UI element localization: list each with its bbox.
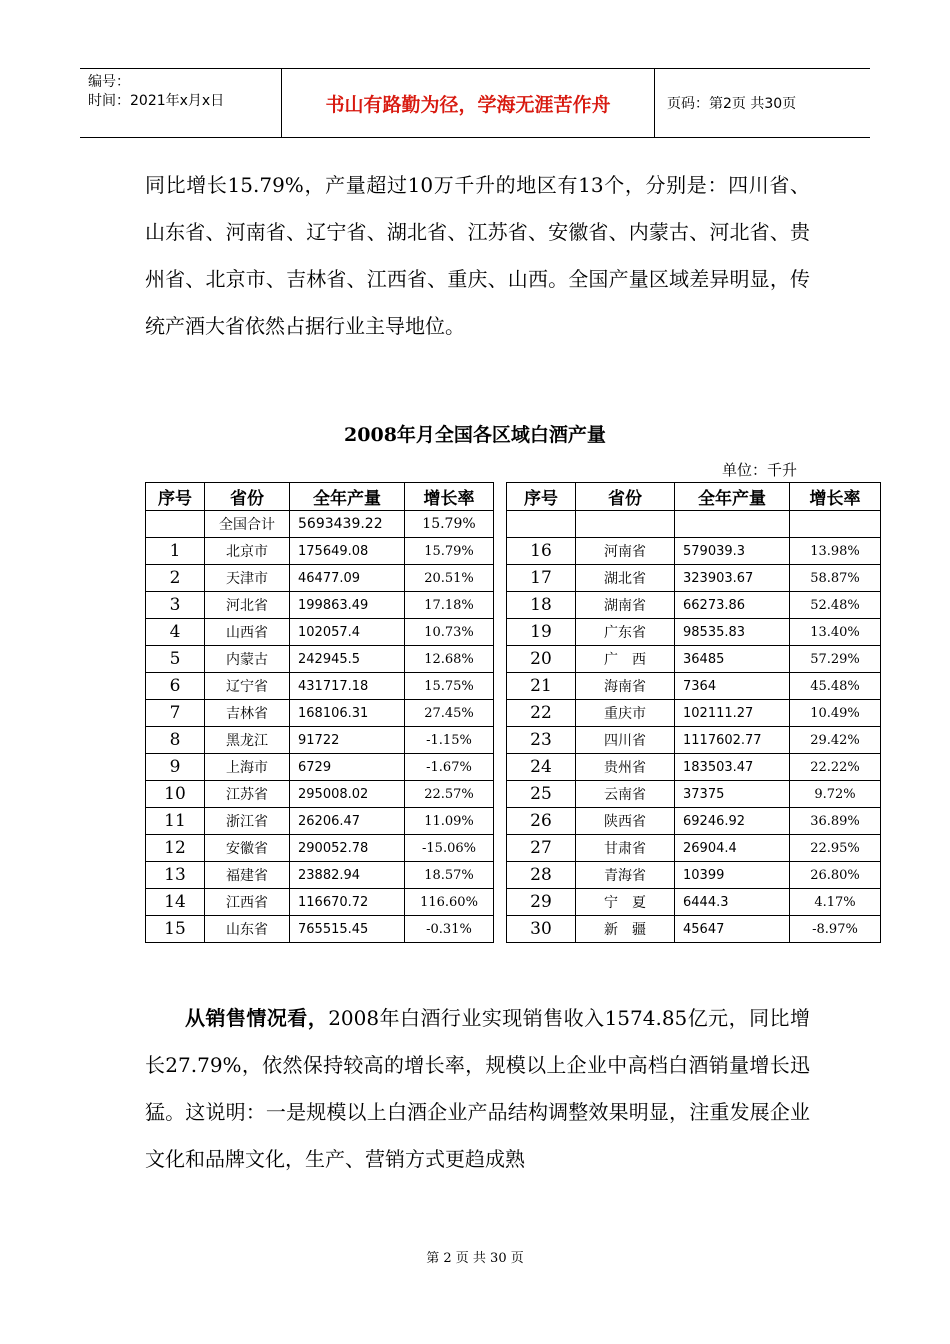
row-province: 江苏省 <box>205 781 290 808</box>
paragraph-1: 同比增长15.79%，产量超过10万千升的地区有13个，分别是：四川省、山东省、河南省、辽宁省、湖北省、江苏省、安徽省、内蒙古、河北省、贵州省、北京市、吉林省、江西省、重庆、山西。全国产量区域差异明显，传统产酒大省依然占据行业主导地位。 <box>145 173 810 338</box>
row-province: 四川省 <box>576 727 675 754</box>
blank-cell <box>790 511 881 538</box>
row-province: 云南省 <box>576 781 675 808</box>
row-seq: 18 <box>507 592 576 619</box>
blank-cell <box>507 511 576 538</box>
row-province: 山西省 <box>205 619 290 646</box>
row-seq: 7 <box>146 700 205 727</box>
row-province: 贵州省 <box>576 754 675 781</box>
table-row <box>507 673 881 700</box>
row-output: 199863.49 <box>290 592 405 619</box>
header-page-info: 页码：第2页 共30页 <box>667 96 797 112</box>
blank-cell <box>675 511 790 538</box>
row-seq: 30 <box>507 916 576 943</box>
total-seq <box>146 511 205 538</box>
row-province: 海南省 <box>576 673 675 700</box>
row-seq: 28 <box>507 862 576 889</box>
table-row <box>507 565 881 592</box>
table-row <box>146 754 494 781</box>
row-province: 安徽省 <box>205 835 290 862</box>
row-growth: -1.67% <box>405 754 494 781</box>
row-growth: 15.75% <box>405 673 494 700</box>
row-seq: 19 <box>507 619 576 646</box>
row-province: 陕西省 <box>576 808 675 835</box>
row-seq: 14 <box>146 889 205 916</box>
total-row <box>146 511 494 538</box>
row-province: 吉林省 <box>205 700 290 727</box>
header-seq: 序号 <box>146 483 205 511</box>
header-slogan: 书山有路勤为径，学海无涯苦作舟 <box>282 69 655 137</box>
table-row <box>507 781 881 808</box>
row-growth: 18.57% <box>405 862 494 889</box>
row-seq: 2 <box>146 565 205 592</box>
row-seq: 8 <box>146 727 205 754</box>
row-output: 6444.3 <box>675 889 790 916</box>
row-province: 湖南省 <box>576 592 675 619</box>
row-output: 102111.27 <box>675 700 790 727</box>
row-seq: 26 <box>507 808 576 835</box>
header-growth: 增长率 <box>405 483 494 511</box>
row-output: 69246.92 <box>675 808 790 835</box>
row-growth: 10.49% <box>790 700 881 727</box>
row-province: 天津市 <box>205 565 290 592</box>
row-province: 内蒙古 <box>205 646 290 673</box>
row-seq: 13 <box>146 862 205 889</box>
row-growth: 20.51% <box>405 565 494 592</box>
table-header-row <box>146 483 494 511</box>
row-growth: 9.72% <box>790 781 881 808</box>
total-output: 5693439.22 <box>290 511 405 538</box>
row-province: 辽宁省 <box>205 673 290 700</box>
row-seq: 17 <box>507 565 576 592</box>
row-growth: 26.80% <box>790 862 881 889</box>
row-province: 浙江省 <box>205 808 290 835</box>
table-row <box>146 781 494 808</box>
row-output: 10399 <box>675 862 790 889</box>
table-row <box>146 700 494 727</box>
table-row <box>146 538 494 565</box>
table-row <box>507 538 881 565</box>
header-output: 全年产量 <box>675 483 790 511</box>
row-seq: 10 <box>146 781 205 808</box>
row-province: 北京市 <box>205 538 290 565</box>
table-row <box>507 619 881 646</box>
row-growth: 12.68% <box>405 646 494 673</box>
code-label: 编号： <box>88 74 130 90</box>
row-output: 23882.94 <box>290 862 405 889</box>
row-province: 甘肃省 <box>576 835 675 862</box>
row-seq: 3 <box>146 592 205 619</box>
row-growth: -1.15% <box>405 727 494 754</box>
row-output: 26206.47 <box>290 808 405 835</box>
row-growth: 22.22% <box>790 754 881 781</box>
row-output: 579039.3 <box>675 538 790 565</box>
row-output: 45647 <box>675 916 790 943</box>
row-seq: 1 <box>146 538 205 565</box>
header-seq: 序号 <box>507 483 576 511</box>
page-header <box>80 68 870 138</box>
row-province: 河南省 <box>576 538 675 565</box>
row-growth: 45.48% <box>790 673 881 700</box>
row-province: 山东省 <box>205 916 290 943</box>
row-seq: 23 <box>507 727 576 754</box>
row-province: 青海省 <box>576 862 675 889</box>
header-meta <box>80 69 282 137</box>
paragraph-2 <box>145 995 810 1183</box>
blank-row <box>507 511 881 538</box>
row-seq: 20 <box>507 646 576 673</box>
row-growth: 36.89% <box>790 808 881 835</box>
row-province: 广东省 <box>576 619 675 646</box>
row-output: 183503.47 <box>675 754 790 781</box>
row-output: 91722 <box>290 727 405 754</box>
page-footer: 第 2 页 共 30 页 <box>426 1251 524 1266</box>
table-row <box>507 700 881 727</box>
row-seq: 21 <box>507 673 576 700</box>
row-seq: 15 <box>146 916 205 943</box>
row-province: 上海市 <box>205 754 290 781</box>
row-output: 102057.4 <box>290 619 405 646</box>
row-output: 290052.78 <box>290 835 405 862</box>
table-row <box>146 619 494 646</box>
row-output: 242945.5 <box>290 646 405 673</box>
table-row <box>507 835 881 862</box>
table-row <box>507 646 881 673</box>
row-growth: 10.73% <box>405 619 494 646</box>
row-output: 6729 <box>290 754 405 781</box>
table-row <box>146 889 494 916</box>
table-row <box>507 727 881 754</box>
blank-cell <box>576 511 675 538</box>
time-label: 时间：2021年x月x日 <box>88 93 225 109</box>
row-growth: -8.97% <box>790 916 881 943</box>
row-output: 116670.72 <box>290 889 405 916</box>
row-growth: -15.06% <box>405 835 494 862</box>
table-row <box>146 835 494 862</box>
row-seq: 4 <box>146 619 205 646</box>
paragraph-2-lead: 从销售情况看， <box>185 1006 329 1030</box>
row-output: 36485 <box>675 646 790 673</box>
row-province: 河北省 <box>205 592 290 619</box>
row-output: 175649.08 <box>290 538 405 565</box>
table-row <box>146 592 494 619</box>
row-growth: 52.48% <box>790 592 881 619</box>
table-row <box>146 646 494 673</box>
row-growth: 116.60% <box>405 889 494 916</box>
header-province: 省份 <box>576 483 675 511</box>
row-province: 黑龙江 <box>205 727 290 754</box>
row-province: 湖北省 <box>576 565 675 592</box>
row-growth: 29.42% <box>790 727 881 754</box>
table-row <box>507 889 881 916</box>
row-growth: 57.29% <box>790 646 881 673</box>
production-table-left <box>145 482 494 943</box>
row-seq: 24 <box>507 754 576 781</box>
row-output: 37375 <box>675 781 790 808</box>
row-province: 宁 夏 <box>576 889 675 916</box>
table-unit: 单位：千升 <box>722 461 798 479</box>
row-growth: -0.31% <box>405 916 494 943</box>
row-province: 江西省 <box>205 889 290 916</box>
header-output: 全年产量 <box>290 483 405 511</box>
row-growth: 11.09% <box>405 808 494 835</box>
row-output: 98535.83 <box>675 619 790 646</box>
total-label: 全国合计 <box>205 511 290 538</box>
row-province: 新 疆 <box>576 916 675 943</box>
row-output: 7364 <box>675 673 790 700</box>
row-seq: 5 <box>146 646 205 673</box>
row-growth: 13.98% <box>790 538 881 565</box>
row-growth: 17.18% <box>405 592 494 619</box>
row-seq: 29 <box>507 889 576 916</box>
row-seq: 6 <box>146 673 205 700</box>
table-row <box>507 916 881 943</box>
row-output: 295008.02 <box>290 781 405 808</box>
row-growth: 4.17% <box>790 889 881 916</box>
row-province: 重庆市 <box>576 700 675 727</box>
production-table-right <box>506 482 881 943</box>
row-seq: 22 <box>507 700 576 727</box>
row-seq: 11 <box>146 808 205 835</box>
table-row <box>507 808 881 835</box>
table-row <box>507 592 881 619</box>
row-output: 66273.86 <box>675 592 790 619</box>
table-row <box>146 565 494 592</box>
row-output: 765515.45 <box>290 916 405 943</box>
row-output: 168106.31 <box>290 700 405 727</box>
table-row <box>507 862 881 889</box>
table-header-row <box>507 483 881 511</box>
row-output: 26904.4 <box>675 835 790 862</box>
header-province: 省份 <box>205 483 290 511</box>
row-growth: 22.57% <box>405 781 494 808</box>
row-output: 1117602.77 <box>675 727 790 754</box>
row-seq: 16 <box>507 538 576 565</box>
table-row <box>146 727 494 754</box>
row-growth: 27.45% <box>405 700 494 727</box>
table-row <box>146 916 494 943</box>
row-province: 广 西 <box>576 646 675 673</box>
header-growth: 增长率 <box>790 483 881 511</box>
row-seq: 25 <box>507 781 576 808</box>
row-seq: 9 <box>146 754 205 781</box>
total-growth: 15.79% <box>405 511 494 538</box>
table-row <box>507 754 881 781</box>
row-growth: 58.87% <box>790 565 881 592</box>
row-province: 福建省 <box>205 862 290 889</box>
row-output: 46477.09 <box>290 565 405 592</box>
table-title: 2008年月全国各区域白酒产量 <box>344 424 606 446</box>
row-output: 323903.67 <box>675 565 790 592</box>
table-row <box>146 808 494 835</box>
row-growth: 15.79% <box>405 538 494 565</box>
row-seq: 12 <box>146 835 205 862</box>
row-output: 431717.18 <box>290 673 405 700</box>
row-growth: 22.95% <box>790 835 881 862</box>
row-growth: 13.40% <box>790 619 881 646</box>
paragraph-2-text: 2008年白酒行业实现销售收入1574.85亿元，同比增长27.79%，依然保持较高的增长率，规模以上企业中高档白酒销量增长迅猛。这说明：一是规模以上白酒企业产品结构调整效果明显，注重发展企业文化和品牌文化，生产、营销方式更趋成熟 <box>145 1006 811 1171</box>
table-row <box>146 862 494 889</box>
table-row <box>146 673 494 700</box>
row-seq: 27 <box>507 835 576 862</box>
